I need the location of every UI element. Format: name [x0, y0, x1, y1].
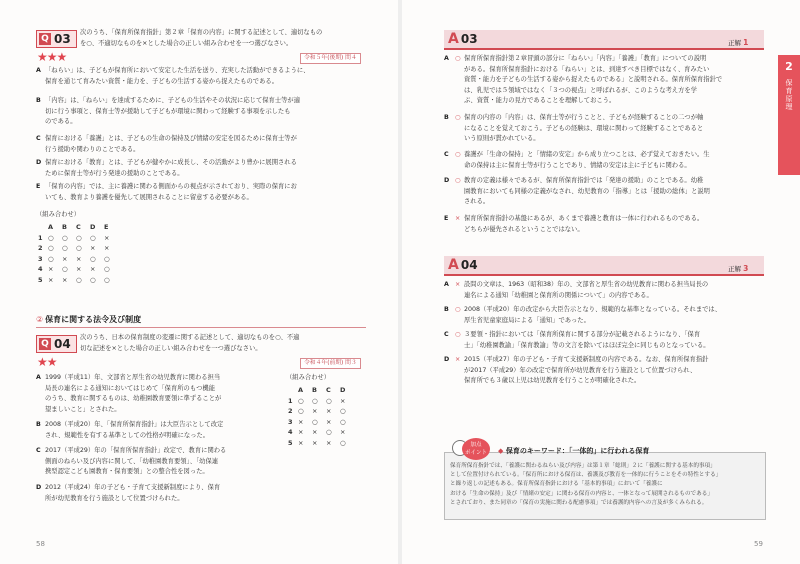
answer-line: 士」「幼稚園教諭」「保育教諭」等の文言を除いてはほぼ完全に同じものとなっている。 [464, 341, 710, 349]
table-cell: × [76, 265, 82, 274]
answer-line: 連名による通知「幼稚園と保育所の関係について」の内容である。 [464, 291, 653, 299]
bonus-point-badge [462, 438, 490, 460]
combination-title: （組み合わせ） [286, 374, 331, 381]
answer-label: A [444, 281, 449, 288]
table-cell: × [326, 407, 332, 416]
a03-answer-b [444, 113, 764, 145]
option-line: 2012（平成24）年の子ども・子育て支援新制度により、保育 [45, 484, 221, 491]
table-cell: × [298, 428, 304, 437]
q04-question-text [80, 333, 380, 354]
question-line: 切な記述を×とした場合の正しい組み合わせを一つ選びなさい。 [80, 344, 262, 352]
table-cell: E [104, 223, 109, 232]
question-number: 04 [54, 337, 71, 351]
bonus-point-body [450, 462, 762, 508]
answer-letter: A [448, 31, 459, 47]
difficulty-stars: ★★★ [37, 50, 67, 64]
q04-option-a [36, 373, 276, 415]
option-line: 2008（平成20）年、「保育所保育指針」は大臣告示として改定 [45, 421, 224, 428]
table-cell: B [62, 223, 67, 232]
table-row [288, 396, 354, 407]
answer-line: 養護が「生命の保持」と「情緒の安定」から成り立つことは、必ず覚えておきたい。生 [464, 151, 710, 158]
chapter-tab [778, 55, 800, 175]
option-line: のうち、教育に関するものは、幼稚園教育要領に準ずることが [45, 395, 222, 403]
answer-mark: ○ [455, 55, 461, 62]
table-cell: × [62, 254, 68, 263]
table-cell: C [326, 386, 331, 395]
chapter-number: 2 [785, 60, 793, 73]
answer-label: C [444, 331, 449, 338]
option-line: 行う援助や関わりのことである。 [45, 145, 140, 153]
section-number: ② [36, 315, 44, 324]
table-cell: ○ [62, 244, 68, 253]
a04-header [444, 256, 764, 276]
answer-letter: A [448, 257, 459, 273]
point-line: とされており、また同章の「保育の実施に関わる配慮事項」では養護的内容への言及が多くみられる。 [450, 499, 708, 506]
table-cell: ○ [298, 407, 304, 416]
option-label: D [36, 484, 42, 491]
table-cell: × [326, 417, 332, 426]
exam-source-tag: 令和４年(前期) 問３ [300, 358, 361, 369]
option-line: 望ましいこと」とされた。 [45, 405, 121, 413]
a03-answer-d [444, 176, 764, 208]
table-cell: D [340, 386, 346, 395]
answer-label: B [444, 306, 449, 313]
page-number: 59 [754, 540, 763, 548]
answer-mark: × [455, 356, 461, 363]
q03-option-d [36, 158, 366, 179]
correct-label: 正解 [728, 265, 741, 273]
q03-option-b [36, 96, 366, 128]
table-cell: × [312, 438, 318, 447]
a03-answer-e [444, 214, 764, 235]
point-line: として位置付けられている。「保育所における保育は、養護及び教育を一体的に行うことをその特性とする」 [450, 472, 722, 479]
option-line: 携型認定こども園教育・保育要領」との整合性を図った。 [45, 468, 209, 476]
answer-line: 教育の定義は様々であるが、保育所保育指針では「発達の援助」のことである。幼稚 [464, 177, 704, 184]
point-line: と繰り返しの記述もある。保育所保育指針における「基本的事項」において「養護に [450, 481, 663, 488]
table-cell: × [90, 265, 96, 274]
answer-line: 2015（平成27）年の子ども・子育て支援新制度の内容である。なお、保育所保育指針 [464, 356, 709, 363]
answer-line: いう原則が貫かれている。 [464, 135, 540, 143]
table-cell: ○ [76, 275, 82, 284]
answer-label: D [444, 177, 450, 184]
table-cell: ○ [90, 233, 96, 242]
table-row [288, 406, 354, 417]
table-cell: 1 [288, 396, 293, 405]
table-cell: B [312, 386, 317, 395]
option-label: C [36, 447, 41, 454]
table-cell: ○ [312, 396, 318, 405]
table-cell: ○ [90, 254, 96, 263]
table-row [288, 417, 354, 428]
a03-answer-c [444, 150, 764, 171]
section-heading [36, 314, 141, 325]
table-cell: 4 [38, 265, 43, 274]
table-cell: ○ [312, 417, 318, 426]
point-line: おける「生命の保持」及び「情緒の安定」に関わる保育の内容と、一体となって展開されるものである」 [450, 490, 713, 497]
table-cell: ○ [104, 265, 110, 274]
table-cell [38, 222, 48, 233]
answer-mark: ○ [455, 331, 461, 338]
table-header-row [288, 385, 354, 396]
option-line: 側面のねらい及び内容に関して、「幼稚園教育要領」、「幼保連 [45, 457, 219, 465]
a03-header [444, 30, 764, 50]
q-letter: Q [39, 33, 51, 45]
option-label: E [36, 183, 41, 190]
question-line: 次のうち、「保育所保育指針」第２章「保育の内容」に関する記述として、適切なもの [80, 29, 323, 36]
table-cell: ○ [90, 275, 96, 284]
option-label: D [36, 159, 42, 166]
q03-header [36, 30, 77, 48]
a03-answer-a [444, 54, 764, 107]
option-line: 2017（平成29）年の「保育所保育指針」改定で、教育に関わる [45, 447, 227, 454]
table-row [38, 243, 118, 254]
q03-option-c [36, 134, 366, 155]
answer-label: E [444, 215, 449, 222]
q04-header [36, 335, 77, 353]
option-line: 「保育の内容」では、主に養護に関わる側面からの視点が示されており、実際の保育にお [45, 183, 297, 190]
table-cell: 5 [288, 438, 293, 447]
correct-value: 1 [743, 38, 749, 47]
question-line: 次のうち、日本の保育制度の変遷に関する記述として、適切なものを○、不適 [80, 334, 300, 341]
right-page [402, 0, 800, 564]
table-row [38, 254, 118, 265]
table-cell: ○ [340, 417, 346, 426]
q03-option-a [36, 66, 366, 87]
table-row [38, 264, 118, 275]
badge-line: ポイント [464, 450, 487, 456]
diamond-icon: ◆ [498, 447, 504, 455]
a04-answer-c [444, 330, 764, 351]
answer-label: B [444, 114, 449, 121]
q03-number-badge [36, 30, 77, 48]
answer-line: 2008（平成20）年の改定から大臣告示となり、規範的な基準となっている。それまでは、 [464, 306, 722, 313]
answer-label: C [444, 151, 449, 158]
answer-line: 資質・能力を子どもの生活する姿から捉えたものである」と説明される。保育所保育指針で [464, 76, 723, 84]
chapter-title: 保育原理 [785, 79, 793, 111]
question-line: を○、不適切なものを×とした場合の正しい組み合わせを一つ選びなさい。 [80, 39, 293, 47]
answer-number: 04 [460, 258, 478, 272]
table-cell: ○ [62, 265, 68, 274]
answer-line: 保育所保育指針の基盤にあるが、あくまで養護と教育は一体に行われるものである。 [464, 215, 704, 222]
option-label: B [36, 421, 41, 428]
a04-answer-d [444, 355, 764, 387]
combination-title: （組み合わせ） [36, 211, 81, 218]
option-line: 保育における「養護」とは、子どもの生命の保持及び情緒の安定を図るために保育士等が [45, 135, 297, 142]
table-cell: D [90, 223, 96, 232]
a04-correct-answer [728, 264, 748, 273]
q-letter: Q [39, 338, 51, 350]
table-header-row [38, 222, 118, 233]
table-cell: 3 [288, 417, 293, 426]
badge-line: 加点 [470, 442, 482, 448]
q03-combination-table [38, 222, 118, 285]
table-cell: C [76, 223, 81, 232]
table-cell: × [326, 438, 332, 447]
table-cell: × [312, 428, 318, 437]
q03-option-e [36, 182, 366, 203]
answer-line: 保育の内容の「内容」は、保育士等が行うことと、子どもが経験することの二つが軸 [464, 114, 704, 121]
option-line: ために保育士等が行う発達の援助のことである。 [45, 169, 184, 177]
table-row [38, 275, 118, 286]
table-cell: A [298, 386, 304, 395]
table-cell: × [298, 417, 304, 426]
table-cell [288, 385, 298, 396]
table-cell: 2 [288, 407, 293, 416]
option-line: いても、教育より養護を優先して展開されることに留意する必要がある。 [45, 193, 253, 201]
table-cell: × [312, 407, 318, 416]
table-cell: A [48, 223, 54, 232]
answer-line: 厚生省児童家庭局による「通知」であった。 [464, 316, 590, 324]
table-cell: 1 [38, 233, 43, 242]
q04-option-b [36, 420, 276, 441]
option-label: C [36, 135, 41, 142]
option-line: 「ねらい」は、子どもが保育所において安定した生活を送り、充実した活動ができるように、 [45, 67, 310, 74]
table-cell: ○ [326, 396, 332, 405]
option-label: A [36, 374, 41, 381]
table-cell: ○ [104, 254, 110, 263]
option-line: 局長の連名による通知においてはじめて「保育所のもつ機能 [45, 384, 216, 392]
option-line: 1999（平成11）年、文部省と厚生省の幼児教育に関わる担当 [45, 374, 221, 381]
answer-line: 設問の文章は、1963（昭和38）年の、文部省と厚生省の幼児教育に関わる担当局長の [464, 281, 709, 288]
answer-label: A [444, 55, 449, 62]
q03-question-text [80, 28, 380, 49]
table-cell: 5 [38, 275, 43, 284]
table-cell: × [104, 233, 110, 242]
table-cell: × [104, 244, 110, 253]
option-line: 切に行う事項と、保育士等が援助して子どもが環境に関わって経験する事項を示したも [45, 107, 291, 115]
table-cell: ○ [62, 233, 68, 242]
table-cell: ○ [340, 407, 346, 416]
table-cell: × [340, 428, 346, 437]
option-line: 「内容」は、「ねらい」を達成するために、子どもの生活やその状況に応じて保育士等が適 [45, 97, 301, 104]
answer-mark: × [455, 281, 461, 288]
table-cell: ○ [298, 396, 304, 405]
answer-line: が2017（平成29）年の改定で保育所が幼児教育を行う施設として位置づけられ、 [464, 366, 697, 374]
correct-value: 3 [743, 264, 749, 273]
table-cell: × [62, 275, 68, 284]
a04-answer-b [444, 305, 764, 326]
answer-line: 保育所でも３歳以上児は幼児教育を行うことが明確化された。 [464, 377, 641, 385]
q04-combination-table [288, 385, 354, 448]
table-cell: 4 [288, 428, 293, 437]
answer-label: D [444, 356, 450, 363]
table-cell: × [48, 275, 54, 284]
q04-option-c [36, 446, 276, 478]
table-cell: ○ [340, 438, 346, 447]
table-cell: ○ [104, 275, 110, 284]
table-row [288, 438, 354, 449]
option-label: B [36, 97, 41, 104]
table-cell: × [298, 438, 304, 447]
section-underline [36, 327, 366, 328]
left-page [0, 0, 398, 564]
answer-line: は、乳児では５領域ではなく「３つの視点」と呼ばれるが、このような考え方を学 [464, 86, 697, 94]
table-cell: ○ [76, 233, 82, 242]
table-cell: 3 [38, 254, 43, 263]
table-cell: × [76, 254, 82, 263]
table-row [288, 427, 354, 438]
option-label: A [36, 67, 41, 74]
option-line: 所が幼児教育を行う施設として位置づけられた。 [45, 494, 184, 502]
option-line: 保育における「教育」とは、子どもが健やかに成長し、その活動がより豊かに展開される [45, 159, 297, 166]
exam-source-tag: 令和５年(後期) 問４ [300, 53, 361, 64]
answer-mark: ○ [455, 306, 461, 313]
answer-line: がある。保育所保育指針における「ねらい」とは、到達すべき目標ではなく、育みたい [464, 65, 710, 73]
option-line: 保育を通じて育みたい資質・能力を、子どもの生活する姿から捉えたものである。 [45, 77, 278, 85]
table-cell: × [340, 396, 346, 405]
point-line: 保育所保育指針では、「養護に関わるねらい及び内容」は第１章「総則」２に「養護に関する基本的事項」 [450, 463, 716, 469]
q04-option-d [36, 483, 276, 504]
a04-answer-a [444, 280, 764, 301]
answer-line: 園教育においても同様の定義がなされ、幼児教育の「指導」とは「援助の総体」と説明 [464, 187, 710, 195]
answer-line: どちらが優先されるということではない。 [464, 225, 584, 233]
table-cell: × [90, 244, 96, 253]
table-cell: ○ [76, 244, 82, 253]
answer-line: ぶ、資質・能力の見方であることを理解しておこう。 [464, 97, 616, 105]
answer-line: ３要領・指針においては「保育所保育に関する部分が記載されるようになり、「保育 [464, 331, 701, 338]
correct-label: 正解 [728, 39, 741, 47]
table-cell: ○ [48, 244, 54, 253]
table-cell: ○ [48, 254, 54, 263]
table-cell: ○ [326, 428, 332, 437]
bonus-point-title-text: 保育のキーワード：「一体的」に行われる保育 [505, 447, 650, 455]
question-number: 03 [54, 32, 71, 46]
table-cell: 2 [38, 244, 43, 253]
answer-mark: ○ [455, 177, 461, 184]
bonus-point-title [498, 446, 649, 456]
table-row [38, 233, 118, 244]
answer-mark: ○ [455, 114, 461, 121]
a03-correct-answer [728, 38, 748, 47]
answer-line: 命の保持は主に保育士等が行うことであり、情緒の安定は主に子どもに関わる。 [464, 161, 691, 169]
option-line: され、規範性を有する基準としての性格が明確になった。 [45, 431, 210, 439]
answer-line: される。 [464, 198, 490, 206]
table-cell: × [48, 265, 54, 274]
option-line: のである。 [45, 118, 77, 126]
answer-line: になることを覚えておこう。子どもの経験は、環境に関わって経験することであると [464, 124, 704, 132]
answer-mark: ○ [455, 151, 461, 158]
answer-mark: × [455, 215, 461, 222]
answer-number: 03 [460, 32, 478, 46]
answer-line: 保育所保育指針第２章冒頭の部分に「ねらい」「内容」「養護」「教育」についての説明 [464, 55, 707, 62]
section-title: 保育に関する法令及び制度 [45, 315, 142, 324]
page-number: 58 [36, 540, 45, 548]
difficulty-stars: ★★ [37, 355, 57, 369]
q04-number-badge [36, 335, 77, 353]
table-cell: ○ [48, 233, 54, 242]
